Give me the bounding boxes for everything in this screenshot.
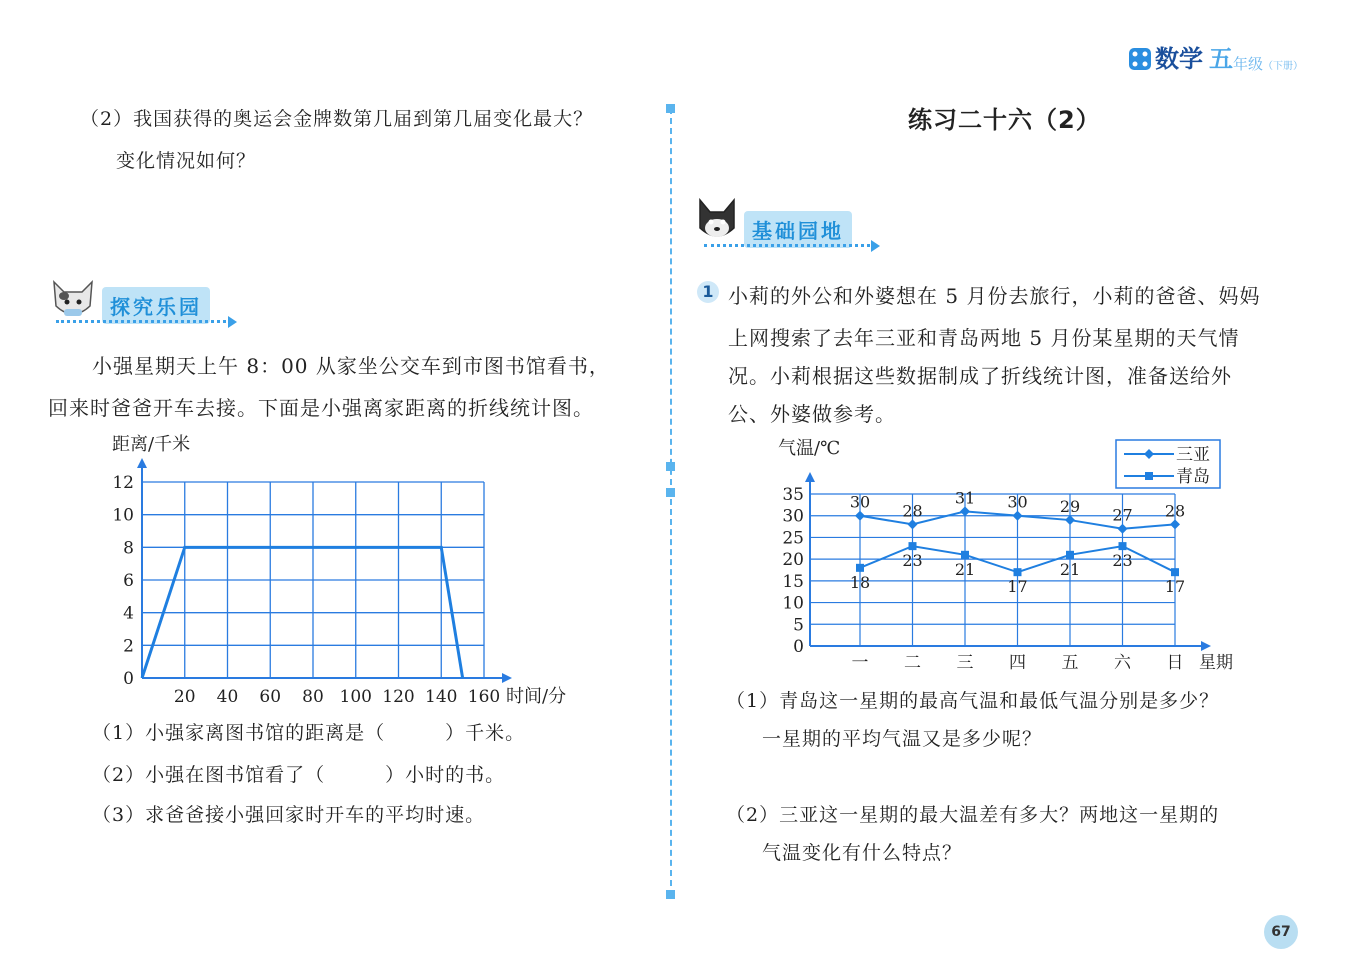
y-tick-label: 2 <box>123 636 134 657</box>
x-tick-label: 五 <box>1061 653 1079 673</box>
right-question-2-line2: 气温变化有什么特点？ <box>762 842 963 864</box>
left-subquestion-2: （2）小强在图书馆看了（ ）小时的书。 <box>92 764 506 786</box>
data-point-qingdao <box>856 564 864 572</box>
data-label-sanya: 27 <box>1112 505 1133 525</box>
badge-dotted-line <box>56 320 226 323</box>
y-tick-label: 20 <box>782 550 804 571</box>
data-point-qingdao <box>961 551 969 559</box>
y-tick-label: 6 <box>123 571 134 591</box>
data-label-sanya: 30 <box>1007 492 1028 512</box>
divider-marker <box>666 890 675 899</box>
data-point-sanya <box>960 506 970 516</box>
data-label-qingdao: 21 <box>954 559 976 579</box>
right-question-2-line1: （2）三亚这一星期的最大温差有多大？两地这一星期的 <box>726 804 1220 826</box>
data-point-sanya <box>855 511 865 521</box>
x-tick-label: 三 <box>956 653 974 673</box>
badge-arrow-icon <box>228 316 237 328</box>
left-intro-line2: 回来时爸爸开车去接。下面是小强离家距离的折线统计图。 <box>48 396 594 420</box>
x-tick-label: 一 <box>851 653 869 673</box>
data-point-sanya <box>1065 515 1075 525</box>
x-tick-label: 80 <box>302 687 324 707</box>
x-tick-label: 100 <box>339 687 372 707</box>
right-question-1-line2: 一星期的平均气温又是多少呢？ <box>762 728 1043 750</box>
right-problem-line2: 上网搜索了去年三亚和青岛两地 5 月份某星期的天气情 <box>728 326 1240 350</box>
x-tick-label: 20 <box>173 687 196 707</box>
data-label-qingdao: 17 <box>1007 577 1028 597</box>
badge-dotted-line <box>704 244 870 247</box>
data-point-qingdao <box>909 542 917 550</box>
data-label-qingdao: 23 <box>1112 551 1133 571</box>
data-label-sanya: 31 <box>954 488 976 508</box>
data-label-sanya: 28 <box>902 501 923 521</box>
section-badge-basics: 基础园地 <box>744 211 852 248</box>
legend-label-sanya: 三亚 <box>1176 445 1210 465</box>
y-axis-arrow <box>805 472 815 482</box>
data-point-qingdao <box>1066 551 1074 559</box>
x-tick-label: 120 <box>382 687 415 707</box>
data-label-sanya: 30 <box>849 492 871 512</box>
header-grade: 五 <box>1209 45 1233 73</box>
right-question-1-line1: （1）青岛这一星期的最高气温和最低气温分别是多少？ <box>726 690 1220 712</box>
x-tick-label: 二 <box>904 653 921 673</box>
right-problem-line4: 公、外婆做参考。 <box>728 402 896 426</box>
y-tick-label: 10 <box>112 505 134 526</box>
data-label-qingdao: 23 <box>902 551 923 571</box>
x-tick-label: 40 <box>216 687 239 707</box>
left-question-2-line1: （2）我国获得的奥运会金牌数第几届到第几届变化最大？ <box>80 108 594 130</box>
y-axis-label: 气温/℃ <box>778 438 841 459</box>
page-number: 67 <box>1264 915 1298 949</box>
y-axis-arrow <box>137 458 147 468</box>
data-point-sanya <box>1118 524 1128 534</box>
legend-label-qingdao: 青岛 <box>1176 467 1210 487</box>
x-tick-label: 六 <box>1114 653 1131 673</box>
x-tick-label: 60 <box>259 687 282 707</box>
data-label-sanya: 28 <box>1164 501 1186 521</box>
y-tick-label: 30 <box>782 506 804 527</box>
section-badge-explore: 探究乐园 <box>102 287 210 324</box>
header-grade-suffix: 年级 <box>1233 55 1264 73</box>
distance-line-chart <box>100 430 590 710</box>
dice-logo-icon <box>1128 47 1152 71</box>
data-label-qingdao: 21 <box>1059 559 1081 579</box>
y-axis-label: 距离/千米 <box>112 434 191 455</box>
legend-marker-qingdao <box>1145 472 1153 480</box>
y-tick-label: 10 <box>782 593 804 614</box>
left-question-2-line2: 变化情况如何？ <box>116 150 257 172</box>
x-tick-label: 四 <box>1009 653 1026 673</box>
data-label-sanya: 29 <box>1059 497 1081 517</box>
header-volume: （下册） <box>1263 61 1304 72</box>
y-tick-label: 0 <box>123 669 134 689</box>
header-subject: 数学 <box>1155 45 1203 73</box>
left-subquestion-1: （1）小强家离图书馆的距离是（ ）千米。 <box>92 722 526 744</box>
data-point-sanya <box>1170 519 1180 529</box>
y-tick-label: 4 <box>123 603 134 624</box>
x-tick-label: 160 <box>467 687 501 707</box>
right-problem-line1: 小莉的外公和外婆想在 5 月份去旅行，小莉的爸爸、妈妈 <box>728 284 1261 308</box>
y-tick-label: 0 <box>793 637 804 657</box>
problem-number-badge: 1 <box>697 281 719 303</box>
y-tick-label: 35 <box>782 485 804 505</box>
right-problem-line3: 况。小莉根据这些数据制成了折线统计图，准备送给外 <box>728 364 1232 388</box>
book-header <box>1128 44 1303 74</box>
divider-marker <box>666 104 675 113</box>
x-axis-label: 时间/分 <box>506 686 567 707</box>
x-axis-arrow <box>502 673 512 683</box>
divider-marker <box>666 462 675 471</box>
x-axis-arrow <box>1201 641 1211 651</box>
divider-marker <box>666 488 675 497</box>
cow-mascot-icon <box>50 276 96 322</box>
data-point-qingdao <box>1014 568 1022 576</box>
x-axis-label: 星期 <box>1199 653 1233 673</box>
y-tick-label: 8 <box>123 538 134 559</box>
data-point-sanya <box>908 519 918 529</box>
y-tick-label: 25 <box>782 528 804 549</box>
page-divider <box>670 108 672 896</box>
temperature-line-chart <box>770 432 1250 678</box>
y-tick-label: 12 <box>112 473 134 493</box>
y-tick-label: 5 <box>793 615 804 636</box>
data-point-qingdao <box>1171 568 1179 576</box>
x-tick-label: 140 <box>425 687 458 707</box>
data-label-qingdao: 18 <box>849 572 871 592</box>
y-tick-label: 15 <box>782 571 804 592</box>
data-label-qingdao: 17 <box>1164 577 1186 597</box>
badge-arrow-icon <box>871 240 880 252</box>
left-intro-line1: 小强星期天上午 8：00 从家坐公交车到市图书馆看书， <box>92 354 610 378</box>
left-subquestion-3: （3）求爸爸接小强回家时开车的平均时速。 <box>92 804 486 826</box>
exercise-title: 练习二十六（2） <box>908 106 1101 134</box>
x-tick-label: 日 <box>1166 653 1184 673</box>
dog-mascot-icon <box>696 198 738 244</box>
data-point-sanya <box>1013 511 1023 521</box>
data-point-qingdao <box>1119 542 1127 550</box>
